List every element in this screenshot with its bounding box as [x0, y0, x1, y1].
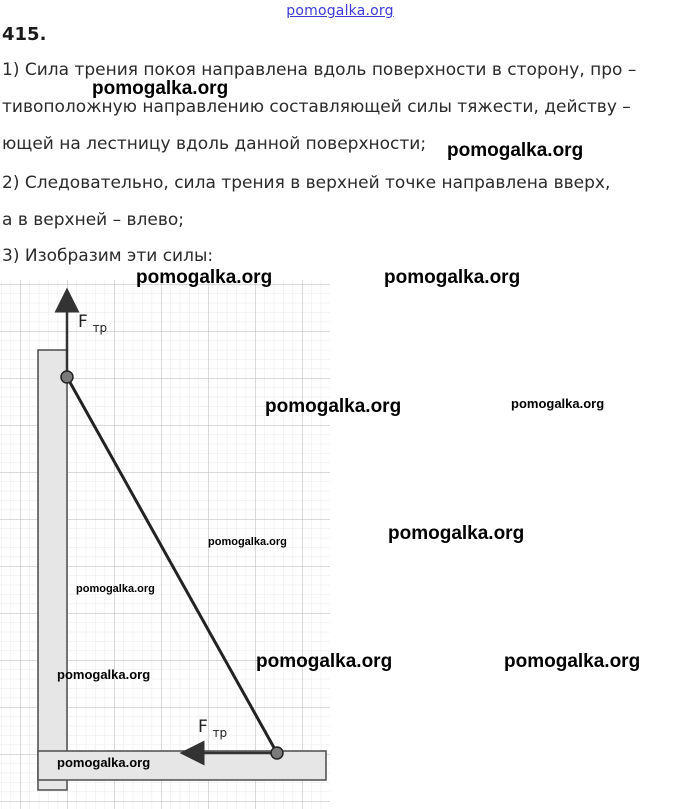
top-force-label-main: F	[78, 312, 88, 332]
watermark: pomogalka.org	[256, 651, 393, 672]
watermark: pomogalka.org	[57, 667, 151, 682]
text-line-5: а в верхней – влево;	[2, 210, 184, 230]
watermark: pomogalka.org	[447, 140, 584, 161]
top-contact-point	[61, 371, 73, 383]
site-link[interactable]: pomogalka.org	[286, 3, 394, 19]
problem-number: 415.	[2, 24, 47, 45]
ladder-force-diagram	[0, 280, 680, 809]
text-line-3: ющей на лестницу вдоль данной поверхности;	[2, 134, 427, 154]
wall	[38, 350, 67, 790]
text-line-1: 1) Сила трения покоя направлена вдоль поверхности в сторону, про –	[2, 60, 637, 80]
watermark: pomogalka.org	[136, 267, 273, 288]
text-line-6: 3) Изобразим эти силы:	[2, 246, 214, 266]
top-force-label-sub: тр	[92, 321, 108, 335]
bottom-contact-point	[271, 747, 283, 759]
watermark: pomogalka.org	[511, 396, 605, 411]
text-line-4: 2) Следовательно, сила трения в верхней точке направлена вверх,	[2, 173, 611, 193]
watermark: pomogalka.org	[76, 583, 155, 595]
watermark: pomogalka.org	[384, 267, 521, 288]
bottom-force-label-sub: тр	[212, 726, 228, 740]
watermark: pomogalka.org	[388, 523, 525, 544]
watermark: pomogalka.org	[265, 396, 402, 417]
watermark: pomogalka.org	[504, 651, 641, 672]
watermark: pomogalka.org	[57, 755, 151, 770]
watermark: pomogalka.org	[92, 78, 229, 99]
text-line-2: тивоположную направлению составляющей силы тяжести, действу –	[2, 97, 631, 117]
bottom-force-label-main: F	[198, 717, 208, 737]
watermark: pomogalka.org	[208, 536, 287, 548]
